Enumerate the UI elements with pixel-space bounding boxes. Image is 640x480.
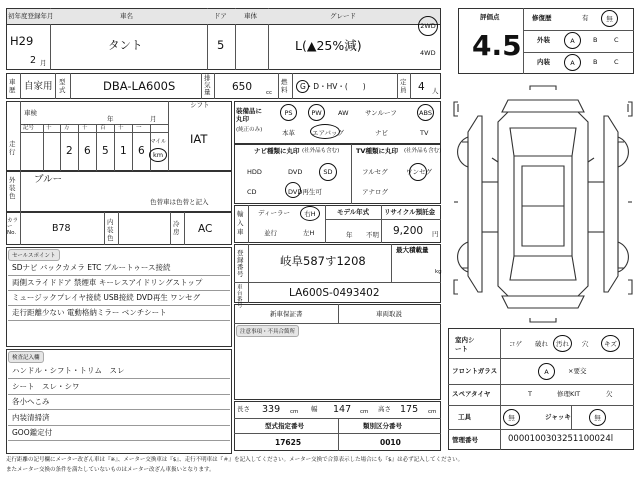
inspector-note: シート スレ・シワ bbox=[12, 381, 80, 391]
yen-unit: 円 bbox=[432, 230, 439, 238]
score-value: 4.5 bbox=[472, 29, 522, 62]
type-no-value: 17625 bbox=[275, 438, 302, 447]
manual-label: 車両取説 bbox=[376, 310, 402, 318]
repair-yes: 有 bbox=[582, 14, 589, 22]
mileage-digit: 6 bbox=[138, 145, 145, 157]
equip-item: PS bbox=[284, 108, 293, 117]
inspector-line-rule bbox=[8, 425, 230, 426]
mileage-digit: 1 bbox=[120, 145, 127, 157]
inspection-label: 車検 bbox=[24, 109, 37, 117]
fuel-options: G・D・HV・( ) bbox=[300, 82, 366, 91]
car-name-label: 車名 bbox=[120, 12, 133, 20]
import-label: 輸入車 bbox=[237, 210, 244, 236]
inspector-note: 内装清掃済 bbox=[12, 412, 50, 422]
repair-label: 修復歴 bbox=[532, 14, 552, 22]
digit-header: 百 bbox=[100, 125, 106, 131]
chassis-label: 車台番号 bbox=[237, 285, 243, 309]
steering-left: 左H bbox=[303, 229, 315, 237]
first-reg-month: 2 bbox=[30, 55, 37, 66]
unit-mile: マイル bbox=[150, 139, 167, 145]
inspector-note: GOO鑑定付 bbox=[12, 428, 53, 437]
door-label: ドア bbox=[214, 12, 227, 20]
mgmt-label: 管理番号 bbox=[452, 436, 478, 444]
digit-header: 十 bbox=[46, 125, 52, 131]
reg-label: 登録番号 bbox=[237, 249, 244, 278]
drive-2wd-circle bbox=[418, 16, 438, 36]
interior-color-label: 内装色 bbox=[107, 218, 114, 242]
seat-item-circle bbox=[601, 335, 620, 352]
exterior-grade-a bbox=[564, 32, 581, 49]
glass-label: フロントガラス bbox=[452, 367, 498, 375]
height-label: 高さ bbox=[378, 405, 391, 413]
inspection-month-label: 月 bbox=[150, 115, 157, 123]
sales-line-rule bbox=[8, 305, 230, 306]
max-load-label: 最大積載量 bbox=[396, 246, 429, 254]
model-value: DBA-LA600S bbox=[103, 79, 176, 93]
car-name: タント bbox=[108, 38, 143, 52]
grade-label: グレード bbox=[330, 12, 356, 20]
height-value: 175 bbox=[400, 404, 419, 415]
equip-item: PW bbox=[311, 108, 322, 117]
digit-header: 一 bbox=[136, 125, 142, 131]
inspector-title: 検査記入欄 bbox=[8, 351, 44, 363]
length-cm: cm bbox=[290, 409, 299, 415]
tools-value: 無 bbox=[508, 414, 515, 422]
class-no-value: 0010 bbox=[380, 438, 401, 447]
steering-right-circle bbox=[300, 206, 320, 221]
tools-label: 工具 bbox=[458, 413, 471, 421]
unit-km: km bbox=[152, 151, 164, 159]
equipment-title: 装備品に丸印 bbox=[236, 107, 262, 123]
footer-note-2: またメーター交換の条件を満たしていないものはメーター改ざん車扱いとなります。 bbox=[6, 467, 215, 473]
capacity-label: 定員 bbox=[400, 78, 407, 94]
equip-item: TV bbox=[420, 129, 429, 137]
sales-title: セールスポイント bbox=[8, 249, 60, 261]
nav-title: ナビ種類に丸印 bbox=[254, 147, 300, 155]
inspector-line-rule bbox=[8, 409, 230, 410]
chassis-number: LA600S-0493402 bbox=[289, 287, 380, 299]
tv-title: TV種類に丸印 bbox=[356, 147, 398, 155]
row-category bbox=[6, 73, 441, 99]
length-label: 長さ bbox=[237, 405, 250, 413]
fuel-label: 燃料 bbox=[281, 78, 288, 94]
nav-sd-circle bbox=[319, 163, 337, 181]
equipment-block bbox=[234, 101, 441, 144]
first-reg-year: H29 bbox=[10, 34, 34, 48]
inspector-note: 各小へこみ bbox=[12, 397, 50, 406]
equip-circle-4 bbox=[417, 104, 434, 121]
inspector-line-rule bbox=[8, 440, 230, 441]
ac-value: AC bbox=[198, 223, 213, 235]
interior-grade-a bbox=[564, 54, 581, 71]
equip-item: ABS bbox=[419, 108, 432, 117]
exterior-grade-c: C bbox=[614, 36, 619, 44]
equip-item: サンルーフ bbox=[365, 109, 397, 117]
capacity-unit: 人 bbox=[432, 87, 439, 95]
repair-no-circle bbox=[601, 10, 618, 27]
seat-item-circle bbox=[553, 335, 572, 352]
inspector-line-rule bbox=[8, 394, 230, 395]
mileage-digit: 5 bbox=[102, 145, 109, 157]
footer-note-1: 走行距離の記号欄にメーター改ざん車は『※』、メーター交換車は『$』、走行不明車は『＃』を記入してください。メーター交換で合算表示した場合にも『$』は必ず記入してください。 bbox=[6, 457, 464, 463]
month-suffix: 月 bbox=[40, 59, 47, 67]
seat-item: 破れ bbox=[535, 340, 548, 348]
notice-label: 注意事項・不具合箇所 bbox=[236, 325, 299, 337]
score-label: 評価点 bbox=[480, 13, 500, 21]
shift-value: IAT bbox=[190, 132, 208, 146]
tv-note: (社外品も含む) bbox=[404, 148, 442, 154]
equip-item: エアバッグ bbox=[312, 129, 344, 137]
nav-cd: CD bbox=[247, 188, 257, 196]
sales-point: ミュージックプレイヤ接続 USB接続 DVD再生 ワンセグ bbox=[12, 293, 201, 302]
interior-grade-c: C bbox=[614, 58, 619, 66]
interior-grade-a-text: A bbox=[570, 58, 575, 67]
drive-4wd: 4WD bbox=[420, 49, 436, 57]
mileage-digit: 2 bbox=[66, 145, 73, 157]
plate-number: 岐阜587す1208 bbox=[280, 254, 366, 268]
model-year-label: モデル年式 bbox=[337, 208, 370, 216]
new-car-warranty: 新車保証書 bbox=[270, 310, 303, 318]
class-no-label: 類別区分番号 bbox=[363, 422, 402, 430]
color-no-label: カラーNo. bbox=[7, 218, 19, 236]
model-year-unknown: 不明 bbox=[366, 231, 379, 239]
cc-unit: cc bbox=[266, 90, 273, 96]
ac-label: 冷房 bbox=[173, 220, 180, 236]
glass-a-circle bbox=[538, 363, 555, 380]
height-cm: cm bbox=[428, 409, 437, 415]
spare-t: T bbox=[528, 390, 532, 398]
exterior-grade-label: 外装 bbox=[537, 36, 550, 44]
tv-oneseg: ワンセグ bbox=[406, 168, 432, 176]
kg-unit: kg bbox=[435, 269, 442, 275]
equip-item: 本革 bbox=[282, 129, 295, 137]
exterior-grade-a-text: A bbox=[570, 36, 575, 45]
seat-item: キズ bbox=[604, 340, 617, 348]
nav-hdd: HDD bbox=[247, 168, 262, 176]
car-diagram bbox=[448, 82, 638, 326]
mileage-label: 走行 bbox=[9, 140, 16, 156]
displacement-label: 排気量 bbox=[204, 74, 211, 96]
equipment-subtitle: (純正のみ) bbox=[236, 127, 263, 133]
inspection-year-label: 年 bbox=[107, 115, 114, 123]
mileage-digit: 6 bbox=[84, 145, 91, 157]
glass-a: A bbox=[544, 367, 549, 376]
inspector-line-rule bbox=[8, 378, 230, 379]
seat-item: コゲ bbox=[509, 340, 522, 348]
shift-label: シフト bbox=[190, 101, 210, 109]
grade-value: L(▲25%減) bbox=[295, 38, 362, 53]
paint-note: 色替車は色替と記入 bbox=[150, 198, 209, 206]
width-label: 幅 bbox=[311, 405, 318, 413]
tools-value-circle bbox=[503, 409, 520, 426]
mgmt-number: 0000100303251100024l bbox=[508, 434, 614, 444]
spare-label: スペアタイヤ bbox=[452, 390, 491, 398]
sales-line-rule bbox=[8, 290, 230, 291]
steering-right: 右H bbox=[304, 210, 316, 218]
body-label: 車体 bbox=[244, 12, 257, 20]
nav-sd: SD bbox=[323, 168, 333, 176]
nav-dvd-play: DVD再生可 bbox=[288, 188, 322, 196]
first-reg-label: 初年度登録年月 bbox=[8, 12, 54, 20]
equip-item: AW bbox=[338, 109, 349, 117]
exterior-color-label: 外装色 bbox=[9, 176, 16, 200]
equip-item: ナビ bbox=[375, 129, 388, 137]
tv-analog: アナログ bbox=[362, 188, 388, 196]
spare-none: 欠 bbox=[606, 390, 613, 398]
airbag-circle bbox=[310, 124, 340, 139]
jack-label: ジャッキ bbox=[545, 413, 571, 421]
displacement-value: 650 bbox=[232, 81, 253, 93]
tv-fullseg: フルセグ bbox=[362, 168, 388, 176]
exterior-grade-b: B bbox=[593, 36, 598, 44]
model-year-unit: 年 bbox=[346, 231, 353, 239]
type-no-label: 型式指定番号 bbox=[265, 422, 304, 430]
digit-header: 千 bbox=[82, 125, 88, 131]
sales-line-rule bbox=[8, 320, 230, 321]
equip-circle-1 bbox=[308, 104, 325, 121]
equip-circle-0 bbox=[280, 104, 297, 121]
interior-grade-b: B bbox=[593, 58, 598, 66]
door-count: 5 bbox=[217, 38, 225, 52]
glass-replace: ×要交 bbox=[568, 367, 587, 375]
spare-kit: 修理KIT bbox=[557, 390, 581, 398]
capacity-value: 4 bbox=[418, 81, 425, 93]
digit-header: 十 bbox=[118, 125, 124, 131]
exterior-color-value: ブルー bbox=[34, 174, 63, 185]
category-value: 自家用 bbox=[24, 81, 53, 92]
sales-point: SDナビ バックカメラ ETC ブルートゥース接続 bbox=[12, 263, 171, 272]
repair-no: 無 bbox=[606, 15, 613, 23]
category-label: 車歴 bbox=[9, 78, 16, 94]
digit-header: 記号 bbox=[23, 125, 35, 131]
interior-grade-label: 内装 bbox=[537, 58, 550, 66]
nav-note: (社外品も含む) bbox=[302, 148, 340, 154]
width-cm: cm bbox=[360, 409, 369, 415]
recycle-label: リサイクル預託金 bbox=[384, 208, 436, 216]
jack-value-circle bbox=[589, 409, 606, 426]
unit-km-circle bbox=[149, 148, 167, 162]
color-no-value: B78 bbox=[52, 223, 71, 234]
import-dealer: ディーラー bbox=[258, 209, 290, 217]
digit-header: 万 bbox=[64, 125, 70, 131]
seat-item: 汚れ bbox=[556, 340, 569, 348]
width-value: 147 bbox=[333, 404, 352, 415]
jack-value: 無 bbox=[594, 414, 601, 422]
sales-point: 両側スライドドア 禁煙車 キーレスアイドリングストップ bbox=[12, 278, 203, 287]
seat-item: 穴 bbox=[582, 340, 589, 348]
sales-point: 走行距離少ない 電動格納ミラー ベンチシート bbox=[12, 308, 167, 317]
length-value: 339 bbox=[262, 404, 281, 415]
model-label: 型式 bbox=[59, 78, 66, 94]
nav-dvd: DVD bbox=[288, 168, 303, 176]
inspector-note: ハンドル・シフト・トリム スレ bbox=[12, 366, 125, 375]
seat-label: 室内シート bbox=[455, 336, 475, 353]
recycle-amount: 9,200 bbox=[393, 225, 424, 237]
drive-2wd: 2WD bbox=[420, 22, 436, 30]
import-parallel: 並行 bbox=[264, 229, 277, 237]
sales-line-rule bbox=[8, 275, 230, 276]
